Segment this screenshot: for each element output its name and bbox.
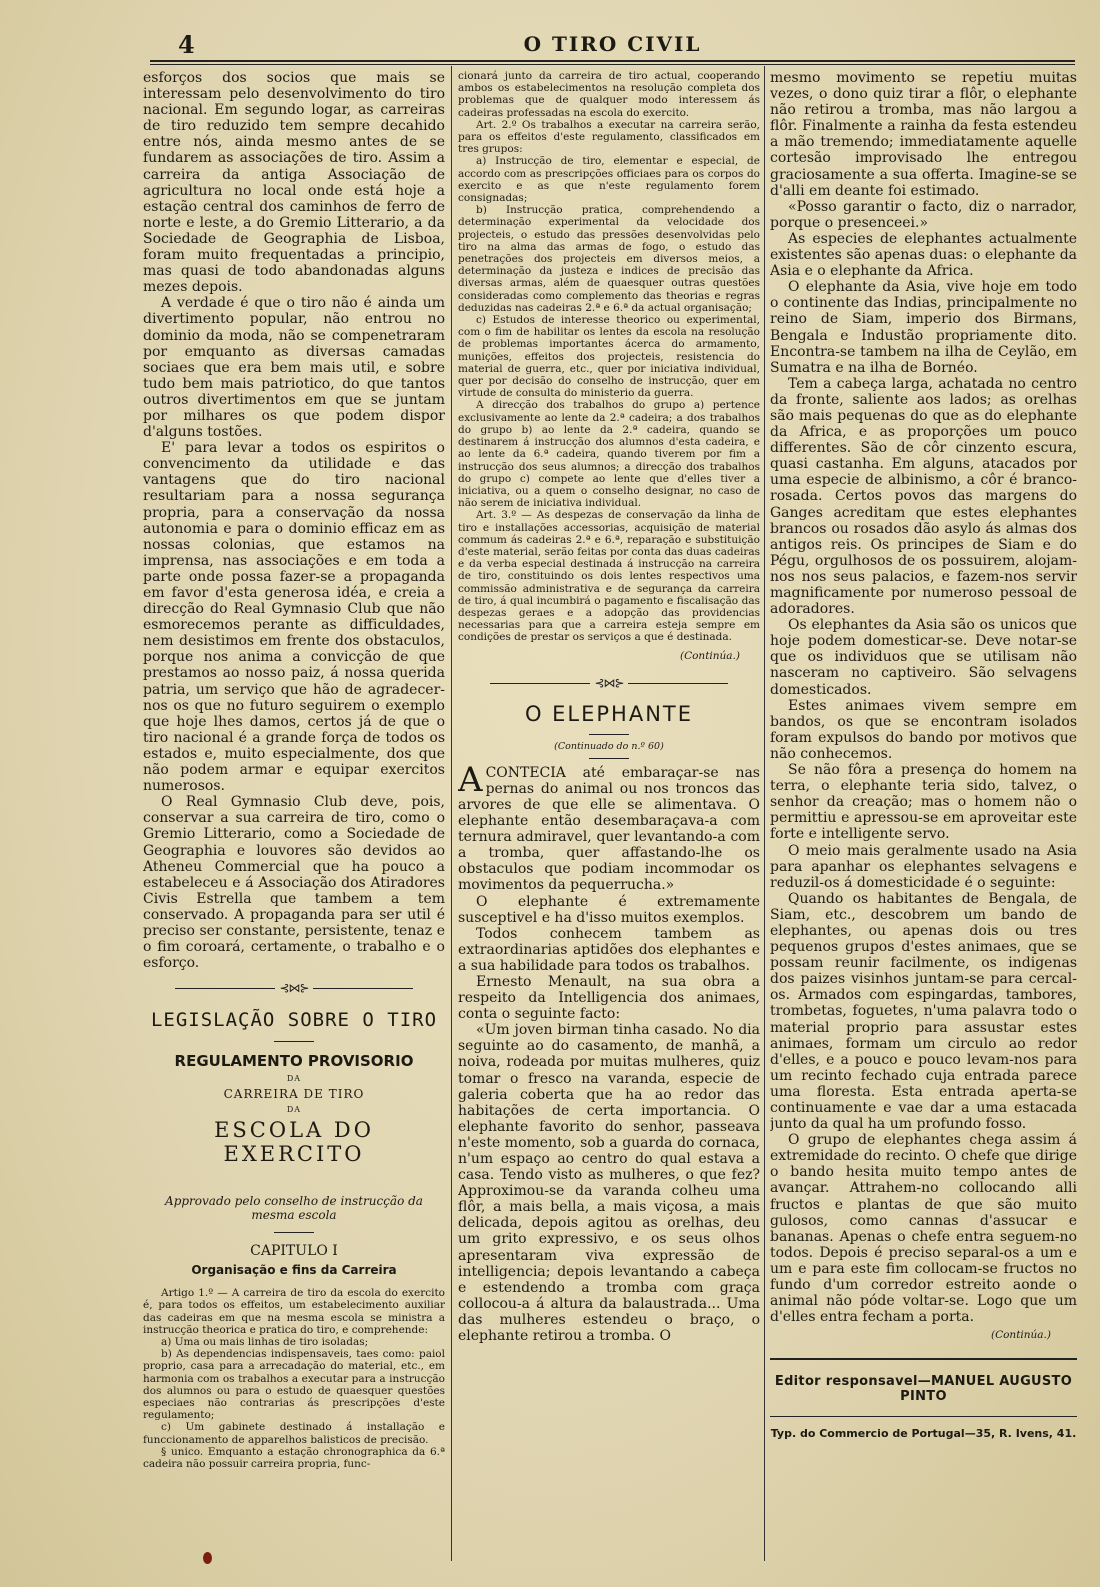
article-paragraph: O elephante da Asia, vive hoje em todo o continente das Indias, principalmente no reino de Siam, imperio dos Birmans, Bengala e Industão propriamente dito. Encontra-se tambem na ilha de Ceylão, em Sumatra e na ilha de Bornéo. (770, 279, 1077, 376)
article-paragraph: Os elephantes da Asia são os unicos que hoje podem domesticar-se. Deve notar-se que os individuos que se utilisam não nasceram no captiveiro. São selvagens domesticados. (770, 617, 1077, 698)
short-rule (274, 1041, 314, 1042)
printer-line: Typ. do Commercio de Portugal—35, R. Ivens, 41. (770, 1426, 1077, 1440)
article-item: § unico. Emquanto a estação chronographica da 6.ª cadeira não possuir carreira propria, func- (143, 1445, 445, 1471)
column-1 (143, 70, 445, 1565)
continua-note: (Continúa.) (679, 649, 740, 662)
column-divider (764, 66, 765, 1561)
article-paragraph: Estes animaes vivem sempre em bandos, os que se encontram isolados foram expulsos do bando por motivos que não conhecemos. (770, 697, 1077, 762)
drop-cap: A (458, 759, 483, 800)
article-paragraph: A verdade é que o tiro não é ainda um divertimento popular, não entrou no dominio da moda, não se compenetraram por emquanto as diversas camadas sociaes que era bem mais util, e sobre tudo bem mais patriotico, do que tantos outros divertimentos em que se juntam por milhares os que podem dispor d'alguns tostões. (143, 295, 445, 441)
masthead-title: O TIRO CIVIL (523, 32, 702, 56)
article-paragraph: CONTECIA até embaraçar-se nas pernas do animal ou nos troncos das arvores de que elle se alimentava. O elephante então desembaraçava-a com ternura admiravel, quer levantando-a com a tromba, quer affastando-lhe os obstaculos que podiam incommodar os movimentos da pequerrucha.» (458, 764, 760, 894)
article-paragraph: Tem a cabeça larga, achatada no centro da fronte, saliente aos lados; as orelhas são mais pequenas do que as do elephante da Africa, e as proporções um pouco differentes. São de côr cinzento escura, quasi castanha. Em alguns, atacados por uma especie de albinismo, a côr é branco-rosada. Certos povos das margens do Ganges acreditam que estes elephantes brancos ou rosados dão asylo ás almas dos antigos reis. Os principes de Siam e do Pégu, orgulhosos de os possuirem, alojam-nos nos seus palacios, e fazem-nos servir magnificamente por numeroso pessoal de adoradores. (770, 375, 1077, 618)
connector-word: DA (286, 1105, 302, 1115)
footer-rule (770, 1358, 1077, 1360)
connector-word: DA (286, 1074, 302, 1084)
article-paragraph: E' para levar a todos os espiritos o convencimento da utilidade e das vantagens que do tiro nacional resultariam para a nossa segurança propria, para a conservação da nossa autonomia e para o dominio efficaz em as nossas colonias, que estamos na imprensa, nas associações e em toda a parte onde possa fazer-se a propaganda em favor d'esta generosa idéa, e creia a direcção do Real Gymnasio Club que não esmorecemos perante as difficuldades, nem desistimos em frente dos obstaculos, porque nos anima a convicção de que prestamos ao nosso paiz, á nossa querida patria, um serviço que hão de agradecer-nos os que no futuro seguirem o exemplo que hoje lhes damos, certos já de que o tiro nacional é a grande força de todos os estados e, muito especialmente, dos que não podem armar e equipar exercitos numerosos. (143, 440, 445, 795)
article-title: O ELEPHANTE (524, 701, 694, 726)
regulation-subtitle: CARREIRA DE TIRO (223, 1087, 365, 1102)
article-paragraph: Quando os habitantes de Bengala, de Siam, etc., descobrem um bando de elephantes, ou apenas dois ou tres pequenos grupos d'estes animaes, que se possam reunir facilmente, os indigenas dos paizes visinhos juntam-se para cercal-os. Armados com espingardas, tambores, trombetas, foguetes, n'uma palavra todo o material proprio para assustar estes animaes, formam um circulo ao redor d'elles, e a pouco e pouco levam-nos para um recinto fechado cuja entrada parece uma floresta. Esta entrada aperta-se continuamente e vae dar a uma estacada junto da qual ha um profundo fosso. (770, 890, 1077, 1133)
short-rule (589, 758, 629, 759)
institution-title: ESCOLA DO EXERCITO (214, 1118, 374, 1167)
article-text: A direcção dos trabalhos do grupo a) pertence exclusivamente ao lente da 2.ª cadeira; a dos trabalhos do grupo b) ao lente da 2.ª cadeira, quando se destinarem á instrucção dos alumnos d'esta cadeira, e ao lente da 6.ª cadeira, quando tiverem por fim a instrucção dos seus alumnos; a direcção dos trabalhos do grupo c) compete ao lente que d'elles tiver a iniciativa, ou a quem o conselho designar, no caso de não serem de iniciativa individual. (458, 399, 760, 510)
article-paragraph: «Posso garantir o facto, diz o narrador, porque o presenceei.» (770, 198, 1077, 231)
article-paragraph: As especies de elephantes actualmente existentes são apenas duas: o elephante da Asia e o elephante da Africa. (770, 230, 1077, 280)
chapter-subheading: Organisação e fins da Carreira (191, 1263, 397, 1278)
article-text: Artigo 1.º — A carreira de tiro da escola do exercito é, para todos os effeitos, um estabelecimento auxiliar das cadeiras em que na mesma escola se ministra a instrucção theorica e pratica do tiro, e comprehende: (143, 1287, 445, 1336)
header-rule (150, 60, 1075, 62)
article-text: Art. 2.º Os trabalhos a executar na carreira serão, para os effeitos d'este regulamento, classificados em tres grupos: (458, 118, 760, 156)
article-paragraph: Se não fôra a presença do homem na terra, o elephante teria sido, talvez, o senhor da creação; mas o homem não o permittiu e apressou-se em aproveitar este forte e intelligente servo. (770, 762, 1077, 843)
editor-line: Editor responsavel—MANUEL AUGUSTO PINTO (774, 1373, 1073, 1404)
article-paragraph: Ernesto Menault, na sua obra a respeito da Intelligencia dos animaes, conta o seguinte facto: (458, 973, 760, 1023)
continued-note: (Continuado do n.º 60) (554, 740, 664, 752)
article-item: c) Um gabinete destinado á installação e funccionamento de apparelhos balisticos de precisão. (143, 1421, 445, 1446)
column-3 (770, 70, 1077, 1565)
article-item: c) Estudos de interesse theorico ou experimental, com o fim de habilitar os lentes da escola na resolução de problemas importantes ácerca do armamento, munições, effeitos dos projecteis, resistencia do material de guerra, etc., quer por iniciativa individual, quer por decisão do conselho de instrucção, quer em virtude de consulta do ministerio da guerra. (458, 314, 760, 400)
article-text: cionará junto da carreira de tiro actual, cooperando ambos os estabelecimentos na resolução completa dos problemas que de qualquer modo interessem ás cadeiras professadas na escola do exercito. (458, 70, 760, 119)
article-item: a) Uma ou mais linhas de tiro isoladas; (161, 1336, 369, 1349)
article-paragraph: Todos conhecem tambem as extraordinarias aptidões dos elephantes e a sua habilidade para todos os trabalhos. (458, 925, 760, 974)
section-title: LEGISLAÇÃO SOBRE O TIRO (150, 1009, 438, 1032)
article-paragraph: mesmo movimento se repetiu muitas vezes, o dono quiz tirar a flôr, o elephante não retirou a tromba, mas não largou a flôr. Finalmente a rainha da festa estendeu a mão tremendo; immediatamente aquelle cortesão improvisado lhe entregou graciosamente a sua offerta. Imagine-se se d'alli em deante foi estimado. (770, 70, 1077, 199)
footer-rule-thin (770, 1416, 1077, 1417)
article-item: b) Instrucção pratica, comprehendendo a determinação experimental da velocidade dos projecteis, o estudo das pressões desenvolvidas pelo tiro na alma das armas de fogo, o estudo das penetrações dos projecteis em diversos meios, a determinação da justeza e indices de precisão das diversas armas, além de quaesquer outras questões consideradas como complemento das theorias e regras deduzidas nas cadeiras 2.ª e 6.ª da actual organisação; (458, 204, 760, 314)
regulation-title: REGULAMENTO PROVISORIO (174, 1052, 414, 1071)
article-paragraph: esforços dos socios que mais se interessam pelo desenvolvimento do tiro nacional. Em segundo logar, as carreiras de tiro reduzido tem sempre decahido entre nós, ainda mesmo antes de se fundarem as associações de tiro. Assim a carreira da antiga Associação de agricultura no local onde está hoje a estação central dos caminhos de ferro de norte e leste, a do Gremio Litterario, a da Sociedade de Geographia de Lisboa, foram muito frequentadas a principio, mas quasi de todo abandonadas alguns mezes depois. (143, 70, 445, 296)
ink-stain (203, 1552, 212, 1564)
article-paragraph: O meio mais geralmente usado na Asia para apanhar os elephantes selvagens e reduzil-os á domesticidade é o seguinte: (770, 842, 1077, 891)
article-paragraph: O elephante é extremamente susceptivel e ha d'isso muitos exemplos. (458, 893, 760, 926)
page-header (150, 30, 1075, 60)
continua-note: (Continúa.) (990, 1329, 1051, 1342)
approval-note: Approvado pelo conselho de instrucção da mesma escola (165, 1194, 423, 1223)
article-paragraph: O Real Gymnasio Club deve, pois, conservar a sua carreira de tiro, como o Gremio Litterario, como a Sociedade de Geographia e louvores são devidos ao Atheneu Commercial que ha pouco a estabeleceu e á Associação dos Atiradores Civis Estrella que tambem a tem conservado. A propaganda para ser util é preciso ser constante, persistente, tenaz e o fim coroará, certamente, o trabalho e o esforço. (143, 794, 445, 972)
article-paragraph: O grupo de elephantes chega assim á extremidade do recinto. O chefe que dirige o bando hesita muito tempo antes de avançar. Attrahem-no collocando alli fructos e plantas de que são muito gulosos, como cannas d'assucar e bananas. Apenas o chefe entra seguem-no todos. Depois é preciso separal-os a um e um e para este fim collocam-se fructos no fundo d'um corredor estreito aonde o animal não póde voltar-se. Logo que um d'elles entra fecham a porta. (770, 1132, 1077, 1326)
header-rule-thin (150, 64, 1075, 65)
article-paragraph: «Um joven birman tinha casado. No dia seguinte ao do casamento, de manhã, a noiva, rodeada por muitas mulheres, quiz tomar o fresco na varanda, especie de galeria coberta que ha ao redor das habitações de certa importancia. O elephante favorito do senhor, passeava n'este momento, sob a guarda do cornaca, n'um espaço ao centro do qual estava a casa. Tendo visto as mulheres, o que fez? Approximou-se da varanda colheu uma flôr, a mais bella, a mais viçosa, a mais delicada, depois agitou as orelhas, deu um grito expressivo, e os seus olhos apresentaram viva expressão de intelligencia; depois levantando a cabeça e estendendo a tromba com graça collocou-a á altura da balaustrada... Uma das mulheres estendeu o braço, o elephante retirou a tromba. O (458, 1022, 760, 1345)
ornament-divider: ⊰⋈⊱ (458, 676, 760, 690)
article-item: a) Instrucção de tiro, elementar e especial, de accordo com as prescripções officiaes para os corpos do exercito e as que n'este regulamento forem consignadas; (458, 155, 760, 205)
ornament-divider: ⊰⋈⊱ (143, 981, 445, 995)
column-2 (458, 70, 760, 1565)
chapter-heading: CAPITULO I (250, 1243, 338, 1260)
article-item: b) As dependencias indispensaveis, taes como: paiol proprio, casa para a arrecadação do material, etc., em harmonia com os trabalhos a executar para a instrucção dos alumnos ou para o estudo de quaesquer questões especiaes não contrarias ás prescripções d'este regulamento; (143, 1348, 445, 1422)
short-rule (274, 1232, 314, 1233)
short-rule (589, 734, 629, 735)
column-divider (451, 66, 452, 1561)
page-number: 4 (178, 30, 195, 59)
article-text: Art. 3.º — As despezas de conservação da linha de tiro e installações accessorias, acquisição de material commum ás cadeiras 2.ª e 6.ª, reparação e substituição d'este material, serão feitas por conta das duas cadeiras e da verba especial destinada á instrucção na carreira de tiro, constituindo os dois lentes respectivos uma commissão administrativa e de segurança da carreira de tiro, á qual incumbirá o pagamento e fiscalisação das despezas geraes e a adopção das providencias necessarias para que a carreira esteja sempre em condições de prestar os serviços a que é destinada. (458, 509, 760, 644)
